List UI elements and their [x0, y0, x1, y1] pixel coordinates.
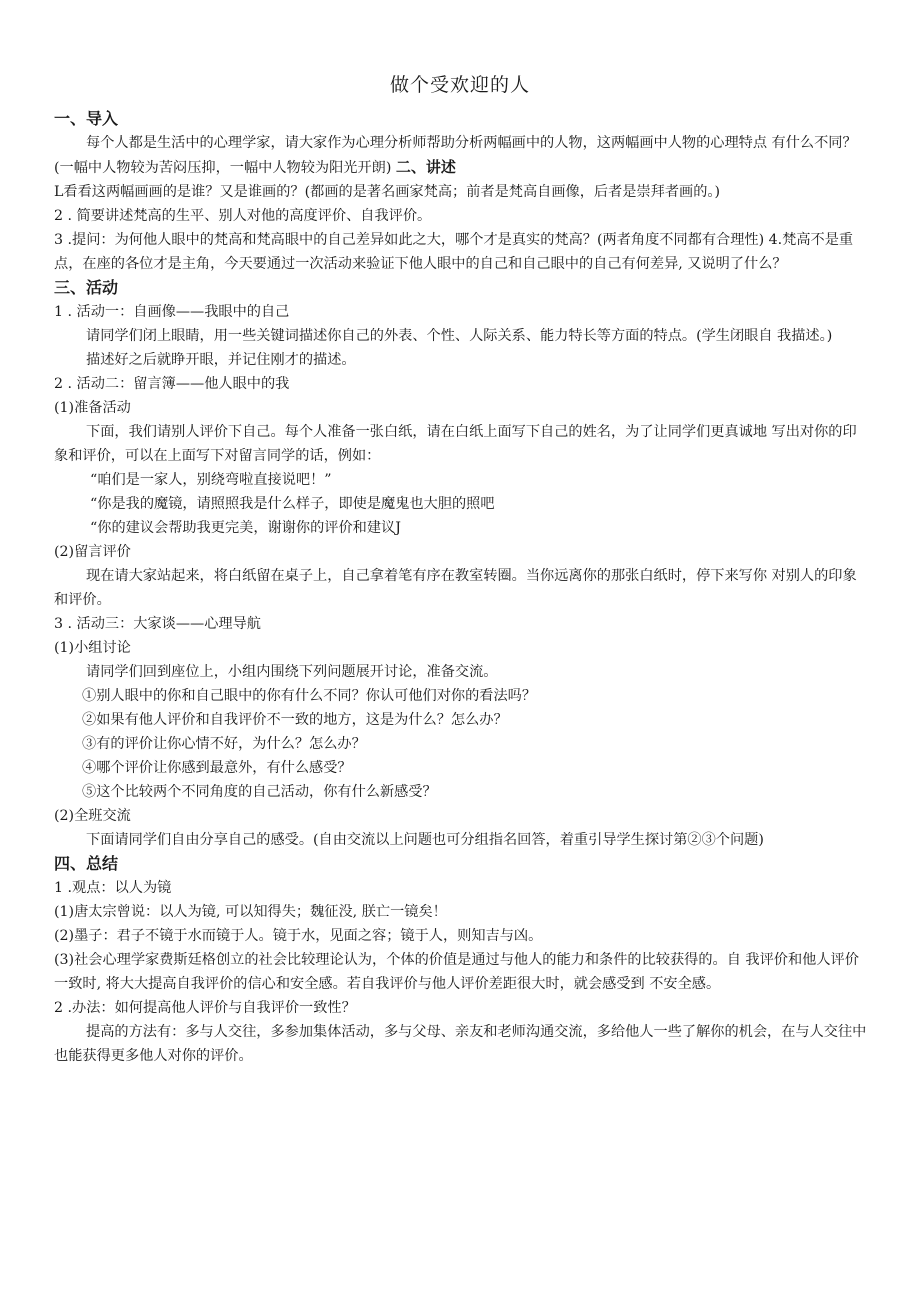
- summary-viewpoint-2: (2)墨子：君子不镜于水而镜于人。镜于水，见面之容；镜于人，则知吉与凶。: [54, 928, 543, 944]
- activity-2-sub-2-paragraph: 现在请大家站起来，将白纸留在桌子上，自己拿着笔有序在教室转圈。当你远离你的那张白纸时，停下来写你 对别人的印象和评价。: [54, 568, 857, 608]
- activity-1-paragraph-1: 请同学们闭上眼睛，用一些关键词描述你自己的外表、个性、人际关系、能力特长等方面的特点。(学生闭眼自 我描述。): [86, 328, 833, 344]
- discussion-question-3: ③有的评价让你心情不好，为什么？怎么办？: [82, 736, 366, 752]
- summary-method-title: 2 .办法：如何提高他人评价与自我评价一致性？: [54, 1000, 356, 1016]
- document-body: [54, 107, 868, 1068]
- section-heading-intro: 一、导入: [54, 109, 119, 128]
- activity-3-sub-2-paragraph: 下面请同学们自由分享自己的感受。(自由交流以上问题也可分组指名回答，着重引导学生探讨第②③个问题): [86, 832, 764, 848]
- discussion-question-4: ④哪个评价让你感到最意外，有什么感受？: [82, 760, 352, 776]
- activity-1-paragraph-2: 描述好之后就睁开眼，并记住刚才的描述。: [86, 352, 356, 368]
- intro-paragraph: [54, 131, 868, 180]
- activity-3-sub-1: (1)小组讨论: [54, 640, 131, 656]
- summary-viewpoint-title: 1 .观点：以人为镜: [54, 880, 172, 896]
- activity-3-sub-2: (2)全班交流: [54, 808, 131, 824]
- activity-1-title: 1 . 活动一：自画像——我眼中的自己: [54, 304, 290, 320]
- section-heading-summary: 四、总结: [54, 854, 119, 873]
- page-title: 做个受欢迎的人: [389, 74, 530, 96]
- discussion-question-2: ②如果有他人评价和自我评价不一致的地方，这是为什么？怎么办？: [82, 712, 508, 728]
- section-heading-activities: 三、活动: [54, 278, 119, 297]
- quote-3: “你的建议会帮助我更完美，谢谢你的评价和建议J: [90, 520, 401, 536]
- summary-viewpoint-1: (1)唐太宗曾说：以人为镜, 可以知得失；魏征没, 朕亡一镜矣！: [54, 904, 447, 920]
- activity-2-sub-1: (1)准备活动: [54, 400, 131, 416]
- activity-2-title: 2 . 活动二：留言簿——他人眼中的我: [54, 376, 290, 392]
- activity-3-title: 3 . 活动三：大家谈——心理导航: [54, 616, 261, 632]
- summary-viewpoint-3: (3)社会心理学家费斯廷格创立的社会比较理论认为，个体的价值是通过与他人的能力和条件的比较获得的。自 我评价和他人评价一致时, 将大大提高自我评价的信心和安全感。若自我评价与他人评价差距很大时，就会感受到 不安全感。: [54, 952, 859, 992]
- discussion-question-1: ①别人眼中的你和自己眼中的你有什么不同？你认可他们对你的看法吗？: [82, 688, 537, 704]
- activity-2-sub-1-paragraph: 下面，我们请别人评价下自己。每个人准备一张白纸，请在白纸上面写下自己的姓名，为了让同学们更真诚地 写出对你的印象和评价，可以在上面写下对留言同学的话，例如：: [54, 424, 857, 464]
- lecture-item-2: 2 . 简要讲述梵高的生平、别人对他的高度评价、自我评价。: [54, 208, 432, 224]
- activity-3-sub-1-paragraph: 请同学们回到座位上，小组内围绕下列问题展开讨论，准备交流。: [86, 664, 498, 680]
- discussion-question-5: ⑤这个比较两个不同角度的自己活动，你有什么新感受？: [82, 784, 437, 800]
- quote-1: “咱们是一家人，别绕弯啦直接说吧！”: [90, 472, 332, 488]
- quote-2: “你是我的魔镜，请照照我是什么样子，即使是魔鬼也大胆的照吧: [90, 496, 495, 512]
- summary-method-paragraph: 提高的方法有：多与人交往，多参加集体活动，多与父母、亲友和老师沟通交流，多给他人一些了解你的机会，在与人交往中也能获得更多他人对你的评价。: [54, 1024, 867, 1064]
- activity-2-sub-2: (2)留言评价: [54, 544, 131, 560]
- section-heading-lecture: 二、讲述: [395, 158, 456, 176]
- lecture-item-1: L看看这两幅画画的是谁？又是谁画的？(都画的是著名画家梵高；前者是梵高自画像，后者是崇拜者画的。): [54, 184, 721, 200]
- intro-text: 每个人都是生活中的心理学家，请大家作为心理分析师帮助分析两幅画中的人物，这两幅画中人物的心理特点 有什么不同？(一幅中人物较为苦闷压抑，一幅中人物较为阳光开朗): [54, 135, 857, 176]
- lecture-item-3: 3 .提问：为何他人眼中的梵高和梵高眼中的自己差异如此之大，哪个才是真实的梵高？(两者角度不同都有合理性) 4.梵高不是重点，在座的各位才是主角，今天要通过一次活动来验证下他人眼中的自己和自己眼中的自己有何差异, 又说明了什么？: [54, 232, 854, 272]
